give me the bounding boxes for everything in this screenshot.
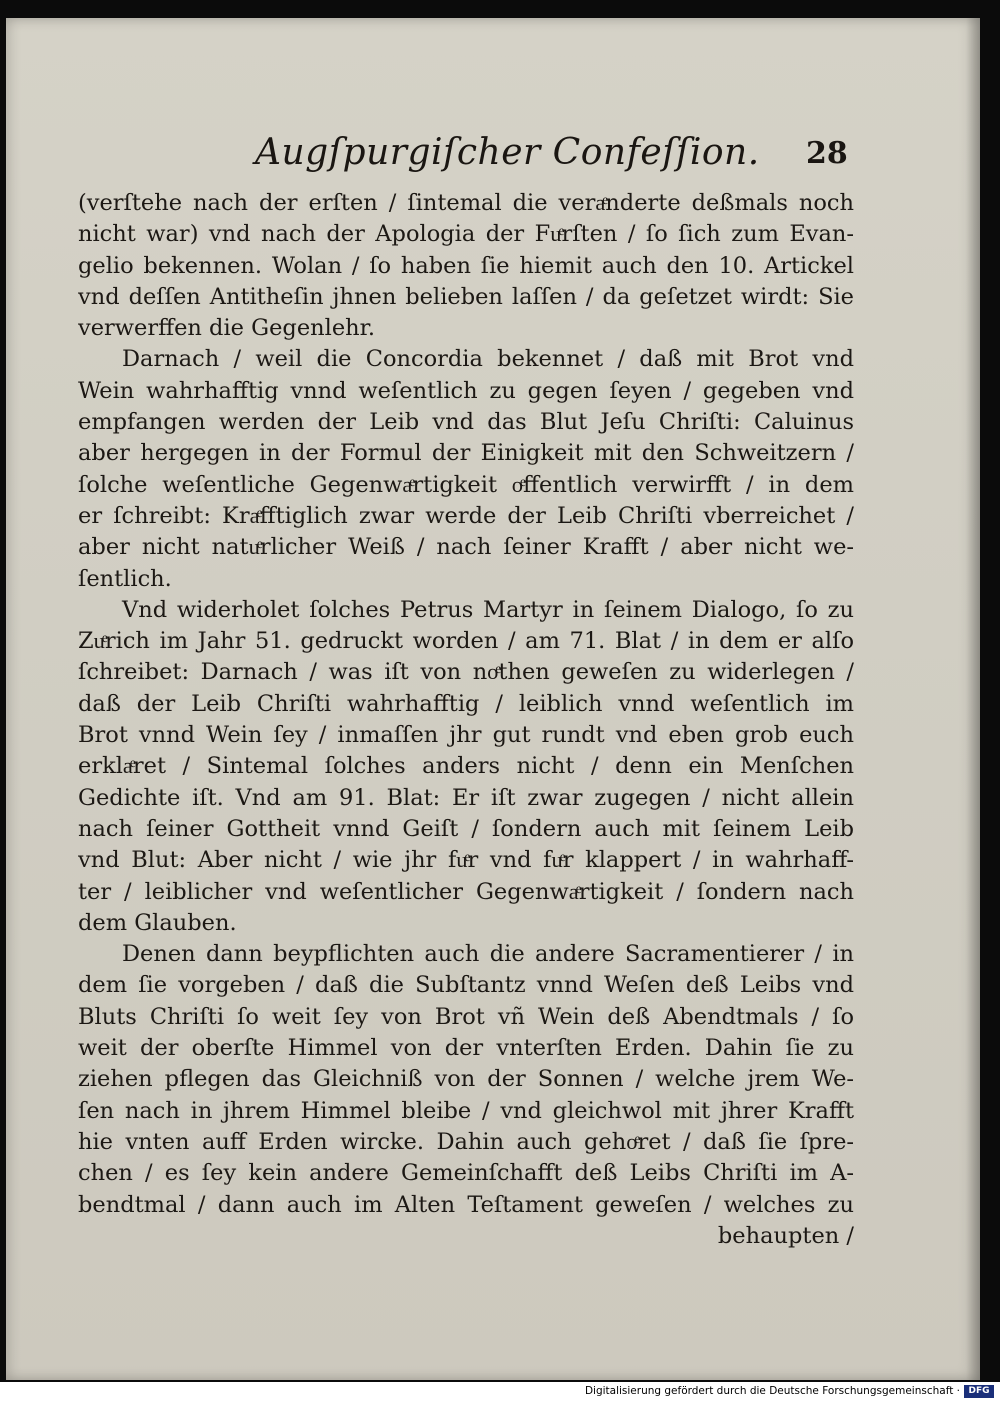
text-line: Gedichte iſt. Vnd am 91. Blat: Er iſt zwar zugegen / nicht allein	[78, 784, 854, 811]
text-line: ter / leiblicher vnd weſentlicher Gegenwaͤrtigkeit / ſondern nach	[78, 878, 854, 905]
text-line: Brot vnnd Wein ſey / inmaſſen jhr gut rundt vnd eben grob euch	[78, 722, 854, 749]
text-line: (verſtehe nach der erſten / ſintemal die veraͤnderte deßmals noch	[78, 190, 854, 216]
text-line: vnd Blut: Aber nicht / wie jhr fuͤr vnd fuͤr klappert / in wahrhaff-	[78, 847, 854, 874]
text-line: hie vnten auff Erden wircke. Dahin auch gehoͤret / daß ſie ſpre-	[78, 1128, 854, 1155]
text-line: ziehen pflegen das Gleichniß von der Sonnen / welche jrem We-	[78, 1066, 854, 1093]
text-line: er ſchreibt: Kraͤfftiglich zwar werde der Leib Chriſti vberreichet /	[78, 502, 854, 529]
text-line: Wein wahrhafftig vnnd weſentlich zu gegen ſeyen / gegeben vnd	[78, 377, 854, 404]
body-text	[78, 188, 854, 1252]
footer-bar	[0, 1382, 1000, 1402]
text-line: dem ſie vorgeben / daß die Subſtantz vnnd Weſen deß Leibs vnd	[78, 972, 854, 999]
text-line: verwerffen die Gegenlehr.	[78, 315, 376, 342]
text-line: ſen nach in jhrem Himmel bleibe / vnd gleichwol mit jhrer Krafft	[78, 1097, 854, 1124]
text-line: daß der Leib Chriſti wahrhafftig / leiblich vnnd weſentlich im	[78, 690, 854, 717]
text-line: bendtmal / dann auch im Alten Teſtament geweſen / welches zu	[78, 1191, 854, 1218]
text-line: empfangen werden der Leib vnd das Blut Jeſu Chriſti: Caluinus	[78, 409, 854, 436]
text-line: nicht war) vnd nach der Apologia der Fuͤrſten / ſo ſich zum Evan-	[78, 221, 854, 248]
text-line: chen / es ſey kein andere Gemeinſchafft deß Leibs Chriſti im A-	[78, 1160, 854, 1187]
text-line: weit der oberſte Himmel von der vnterſten Erden. Dahin ſie zu	[78, 1035, 854, 1062]
text-line: vnd deſſen Antitheſin jhnen belieben laſſen / da geſetzet wirdt: Sie	[78, 283, 854, 310]
dfg-logo: DFG	[964, 1385, 994, 1398]
text-line: nach ſeiner Gottheit vnnd Geiſt / ſondern auch mit ſeinem Leib	[78, 815, 854, 842]
catchword: behaupten /	[717, 1222, 854, 1249]
text-line: Vnd widerholet ſolches Petrus Martyr in ſeinem Dialogo, ſo zu	[122, 596, 854, 623]
text-line: Bluts Chriſti ſo weit ſey von Brot vñ Wein deß Abendtmals / ſo	[78, 1003, 854, 1030]
text-line: aber nicht natuͤrlicher Weiß / nach ſeiner Krafft / aber nicht we-	[78, 534, 854, 561]
text-line: ſchreibet: Darnach / was iſt von noͤthen geweſen zu widerlegen /	[78, 659, 854, 686]
funding-credit: Digitalisierung gefördert durch die Deutsche Forschungsgemeinschaft ·	[584, 1385, 960, 1397]
page-edge-shadow	[966, 18, 980, 1380]
text-line: ſentlich.	[78, 565, 172, 592]
text-line: ſolche weſentliche Gegenwaͤrtigkeit oͤffentlich verwirfft / in dem	[78, 471, 854, 498]
page-number: 28	[806, 136, 848, 171]
text-line: dem Glauben.	[78, 909, 237, 936]
text-line: Zuͤrich im Jahr 51. gedruckt worden / am 71. Blat / in dem er alſo	[78, 628, 854, 655]
text-line: Denen dann beypflichten auch die andere Sacramentierer / in	[122, 941, 854, 968]
running-title: Augſpurgiſcher Confeſſion.	[255, 132, 760, 173]
text-line: erklaͤret / Sintemal ſolches anders nicht / denn ein Menſchen	[78, 753, 854, 780]
text-line: gelio bekennen. Wolan / ſo haben ſie hiemit auch den 10. Artickel	[78, 252, 854, 279]
text-line: aber hergegen in der Formul der Einigkeit mit den Schweitzern /	[78, 440, 854, 467]
text-line: Darnach / weil die Concordia bekennet / daß mit Brot vnd	[122, 346, 854, 373]
